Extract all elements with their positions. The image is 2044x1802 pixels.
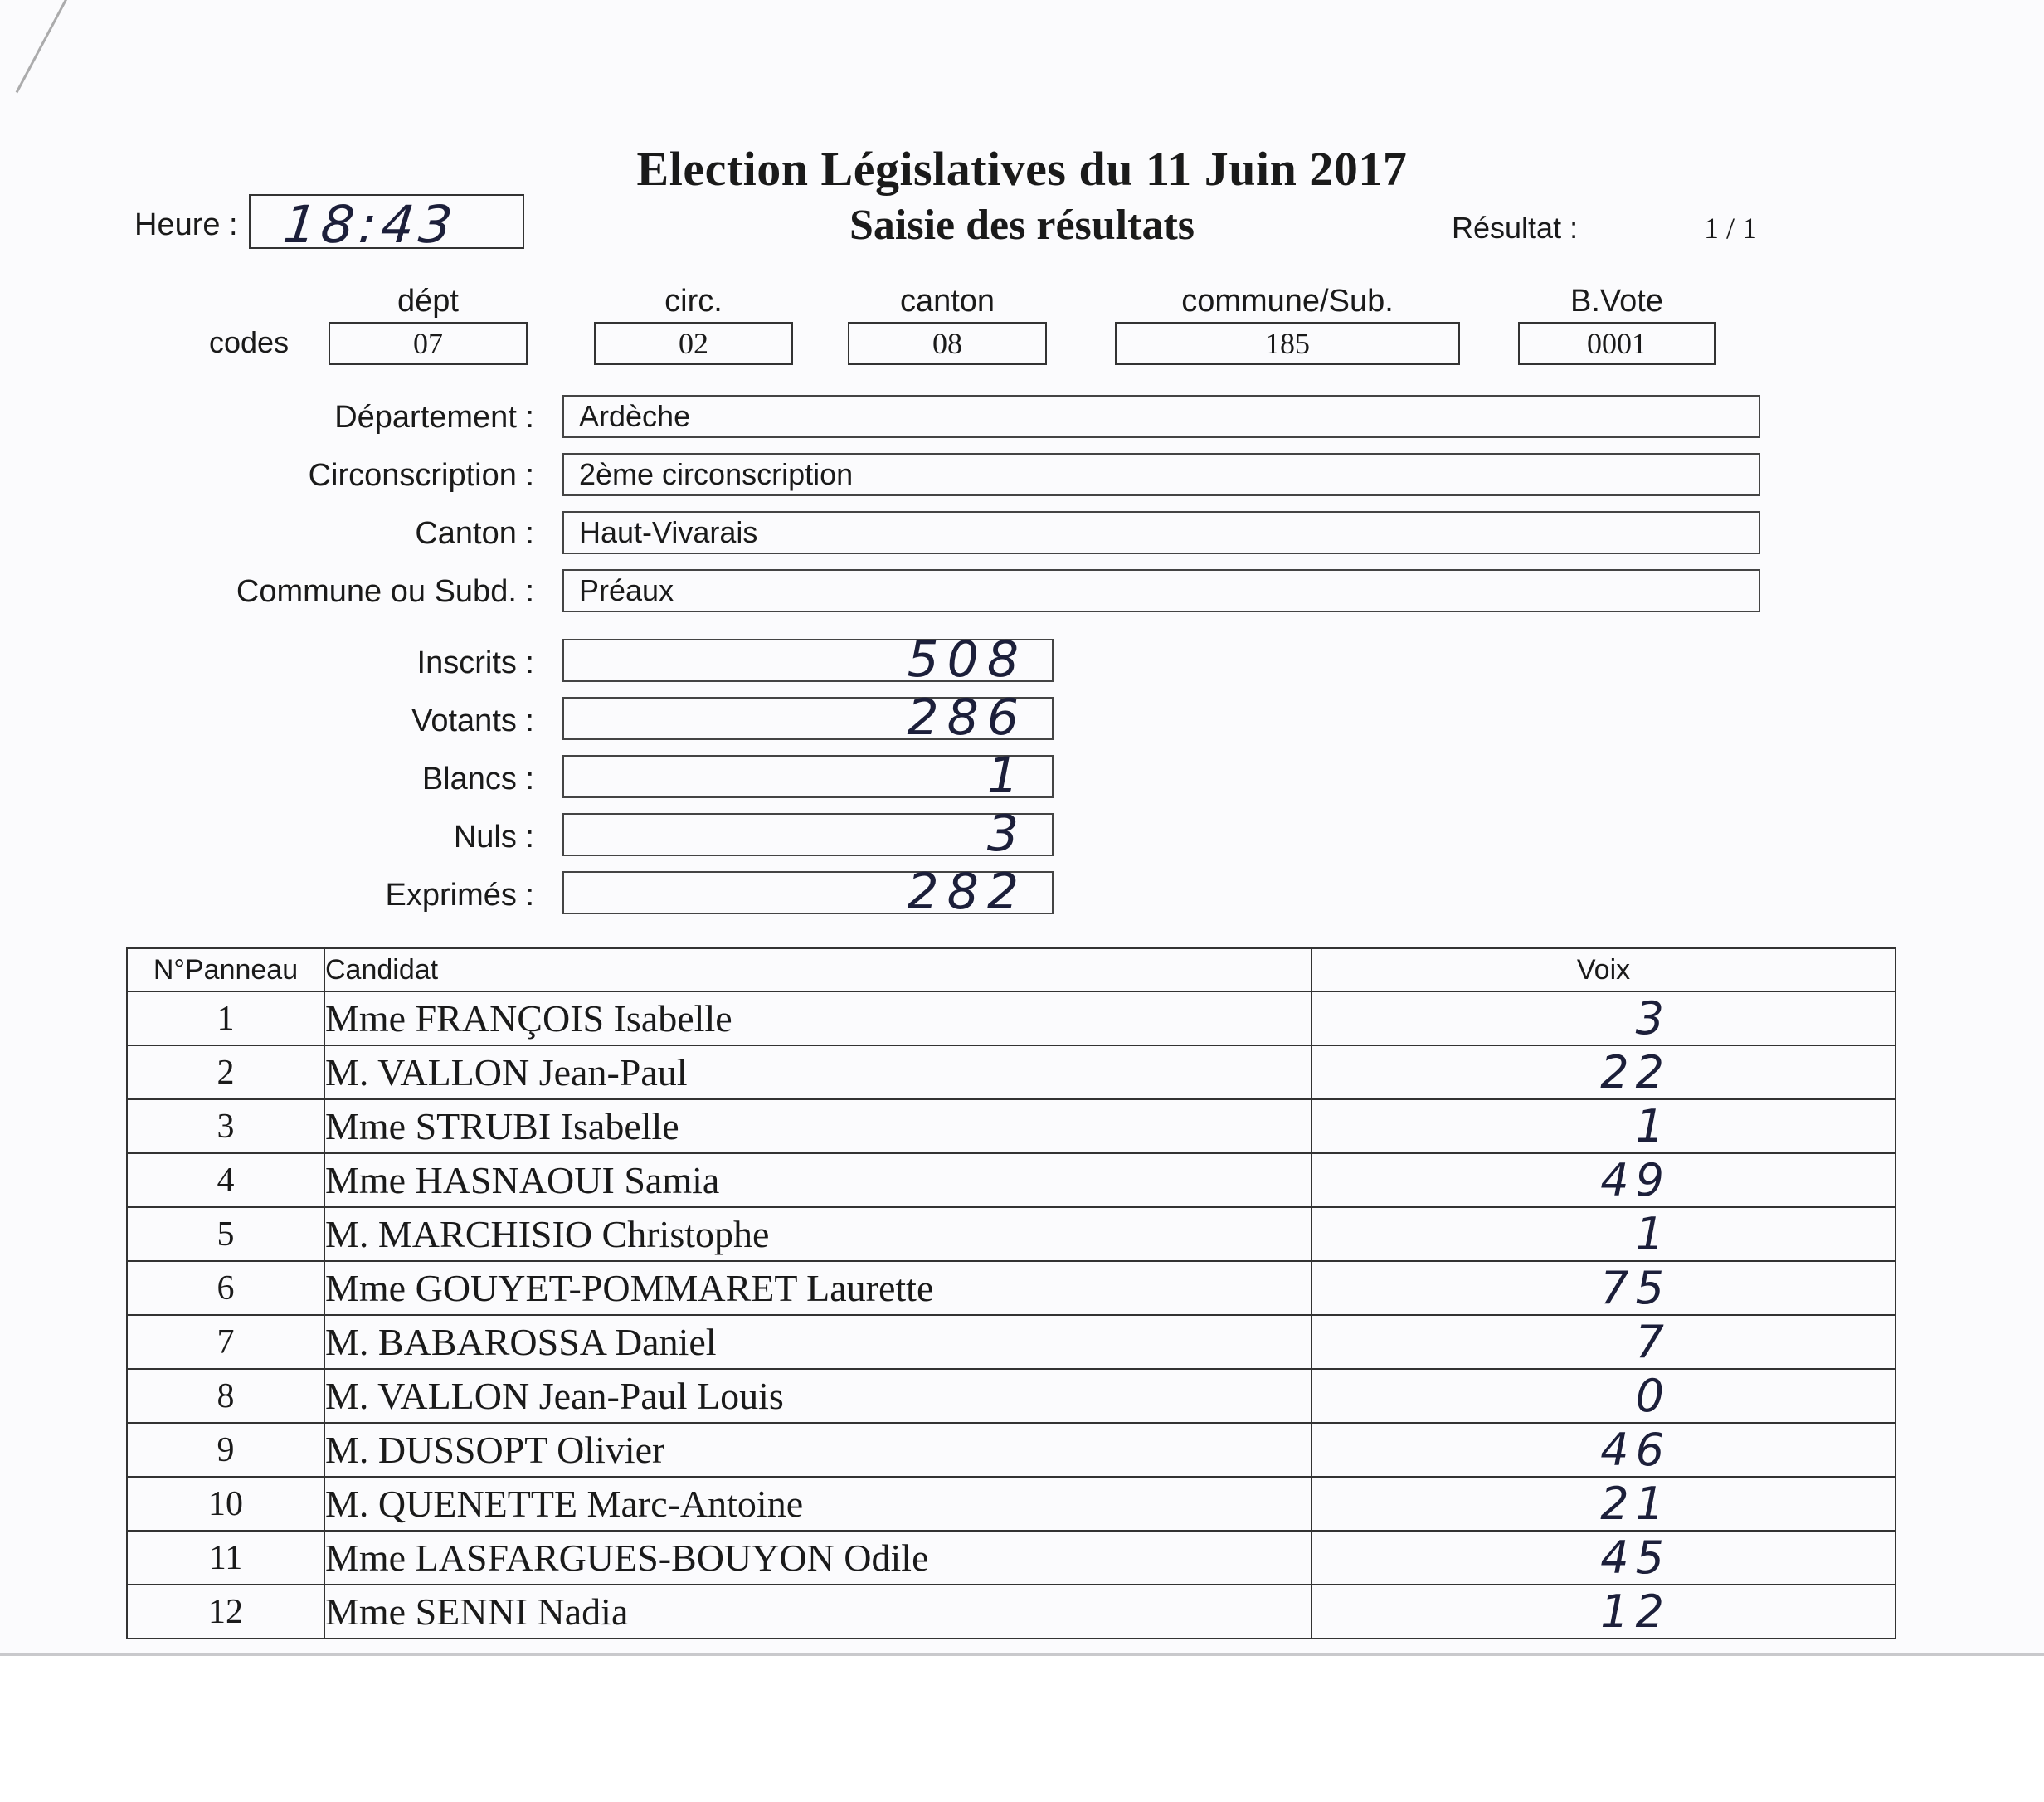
row-voix-cell: [1312, 1261, 1896, 1315]
row-voix: 46: [1600, 1424, 1671, 1476]
table-row: [127, 1207, 1896, 1261]
votants-value: 286: [907, 689, 1027, 747]
table-row: [127, 991, 1896, 1045]
inscrits-label: Inscrits :: [416, 645, 534, 680]
code-head-bvote: B.Vote: [1570, 284, 1663, 319]
row-candidat: Mme GOUYET-POMMARET Laurette: [324, 1261, 1312, 1315]
row-num: 6: [127, 1261, 324, 1315]
row-num: 8: [127, 1369, 324, 1423]
row-voix: 75: [1600, 1262, 1671, 1314]
departement-label: Département :: [334, 400, 534, 435]
header-num: N°Panneau: [127, 948, 324, 991]
code-head-canton: canton: [899, 284, 995, 319]
row-num: 1: [127, 991, 324, 1045]
exprimes-value: 282: [907, 863, 1027, 921]
row-candidat: Mme HASNAOUI Samia: [324, 1153, 1312, 1207]
row-voix: 7: [1635, 1316, 1671, 1368]
table-row: [127, 1585, 1896, 1639]
row-voix-cell: [1312, 1369, 1896, 1423]
circonscription-field: 2ème circonscription: [562, 453, 1760, 496]
blancs-value: 1: [986, 747, 1027, 805]
table-row: [127, 1099, 1896, 1153]
row-voix-cell: [1312, 1045, 1896, 1099]
table-row: [127, 1315, 1896, 1369]
row-voix-cell: [1312, 1585, 1896, 1639]
code-head-commune: commune/Sub.: [1181, 284, 1394, 319]
departement-field: Ardèche: [562, 395, 1760, 438]
canton-field: Haut-Vivarais: [562, 511, 1760, 554]
code-head-circ: circ.: [664, 284, 723, 319]
resultat-value: 1 / 1: [1704, 212, 1758, 245]
row-voix-cell: [1312, 1315, 1896, 1369]
row-num: 5: [127, 1207, 324, 1261]
row-voix-cell: [1312, 1099, 1896, 1153]
row-candidat: M. QUENETTE Marc-Antoine: [324, 1477, 1312, 1531]
row-voix-cell: [1312, 1153, 1896, 1207]
header-voix: Voix: [1312, 948, 1896, 991]
row-voix-cell: [1312, 1423, 1896, 1477]
row-num: 11: [127, 1531, 324, 1585]
nuls-label: Nuls :: [453, 820, 534, 855]
inscrits-value: 508: [907, 631, 1027, 689]
row-voix: 3: [1635, 992, 1671, 1045]
row-num: 3: [127, 1099, 324, 1153]
code-canton-field: 08: [848, 322, 1047, 365]
row-voix: 1: [1635, 1208, 1671, 1260]
votants-label: Votants :: [411, 704, 534, 738]
row-candidat: Mme STRUBI Isabelle: [324, 1099, 1312, 1153]
table-row: [127, 1045, 1896, 1099]
header-candidat: Candidat: [324, 948, 1312, 991]
row-voix: 45: [1600, 1532, 1671, 1584]
row-voix: 12: [1600, 1585, 1671, 1638]
table-header-row: [127, 948, 1896, 991]
canton-label: Canton :: [415, 516, 534, 551]
heure-value: 18:43: [280, 194, 460, 255]
table-row: [127, 1423, 1896, 1477]
row-candidat: M. DUSSOPT Olivier: [324, 1423, 1312, 1477]
table-row: [127, 1477, 1896, 1531]
blancs-label: Blancs :: [421, 762, 534, 796]
code-circ-field: 02: [594, 322, 793, 365]
row-candidat: M. VALLON Jean-Paul: [324, 1045, 1312, 1099]
commune-label: Commune ou Subd. :: [236, 574, 534, 609]
row-candidat: M. VALLON Jean-Paul Louis: [324, 1369, 1312, 1423]
code-dept-field: 07: [328, 322, 528, 365]
row-voix-cell: [1312, 1477, 1896, 1531]
table-row: [127, 1153, 1896, 1207]
code-head-dept: dépt: [397, 284, 459, 319]
row-num: 2: [127, 1045, 324, 1099]
row-voix: 21: [1600, 1478, 1671, 1530]
results-table: [126, 947, 1896, 1639]
row-num: 10: [127, 1477, 324, 1531]
form-subtitle: Saisie des résultats: [849, 202, 1195, 249]
row-voix-cell: [1312, 1531, 1896, 1585]
row-candidat: Mme SENNI Nadia: [324, 1585, 1312, 1639]
codes-label: codes: [209, 325, 290, 359]
code-commune-field: 185: [1115, 322, 1460, 365]
row-voix: 22: [1600, 1046, 1671, 1098]
table-row: [127, 1369, 1896, 1423]
commune-field: Préaux: [562, 569, 1760, 612]
resultat-label: Résultat :: [1452, 211, 1579, 245]
heure-label: Heure :: [134, 207, 238, 242]
row-num: 9: [127, 1423, 324, 1477]
circonscription-label: Circonscription :: [308, 458, 534, 493]
row-voix: 49: [1600, 1154, 1671, 1206]
row-num: 4: [127, 1153, 324, 1207]
row-candidat: Mme LASFARGUES-BOUYON Odile: [324, 1531, 1312, 1585]
form-title: Election Législatives du 11 Juin 2017: [636, 142, 1408, 196]
code-bvote-field: 0001: [1518, 322, 1716, 365]
table-row: [127, 1531, 1896, 1585]
row-num: 7: [127, 1315, 324, 1369]
row-candidat: M. BABAROSSA Daniel: [324, 1315, 1312, 1369]
row-candidat: M. MARCHISIO Christophe: [324, 1207, 1312, 1261]
row-voix-cell: [1312, 1207, 1896, 1261]
scan-background: [0, 1656, 2044, 1802]
table-row: [127, 1261, 1896, 1315]
row-candidat: Mme FRANÇOIS Isabelle: [324, 991, 1312, 1045]
row-voix-cell: [1312, 991, 1896, 1045]
row-voix: 0: [1635, 1370, 1671, 1422]
row-num: 12: [127, 1585, 324, 1639]
exprimes-label: Exprimés :: [385, 878, 534, 913]
row-voix: 1: [1635, 1100, 1671, 1152]
nuls-value: 3: [986, 805, 1027, 863]
